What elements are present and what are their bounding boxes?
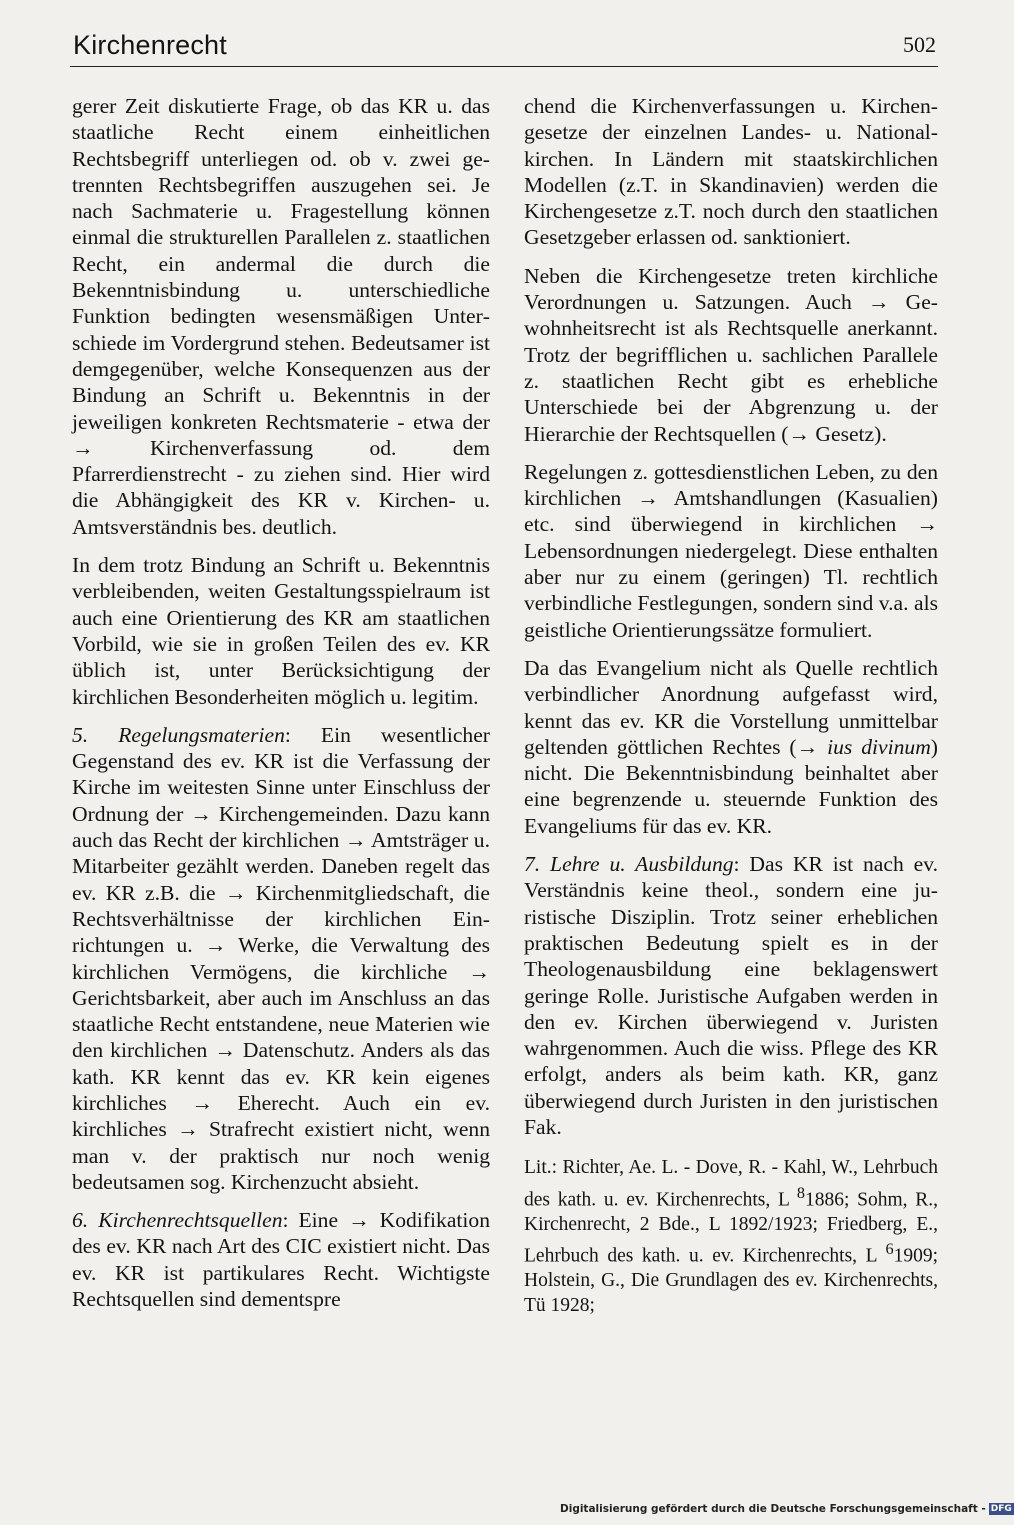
text-run: Da das Evangelium nicht als Quelle rechtlich verbindlicher Anordnung aufgefasst wird, kennt das ev. KR die Vorstellung unmittelbar geltenden göttlichen Rechtes (→: [524, 655, 938, 759]
section-text: : Das KR ist nach ev. Verständnis keine theol., sondern eine juristische Disziplin. Trotz seiner erheblichen praktischen Bedeutung spielt es in der Theologenausbildung eine beklagenswert geringe Rolle. Juristische Aufgaben werden in den ev. Kirchen überwiegend v. Juristen wahrgenommen. Auch die wiss. Pflege des KR erfolgt, anders als beim kath. KR, ganz überwiegend durch Juristen in den juristischen Fak.: [524, 852, 938, 1139]
footer-text: Digitalisierung gefördert durch die Deutsche Forschungsgemeinschaft -: [560, 1503, 986, 1515]
paragraph: chend die Kirchenverfassungen u. Kirchengesetze der einzelnen Landes- u. Nationalkirchen. In Ländern mit staatskirchlichen Modellen (z.T. in Skandinavien) werden die Kirchengesetze z.T. noch durch den staatlichen Gesetzgeber erlassen od. sanktioniert.: [524, 94, 938, 250]
edition-superscript: 6: [885, 1240, 894, 1259]
page-number: 502: [903, 32, 936, 57]
section-text: : Ein wesentlicher Gegenstand des ev. KR ist die Verfassung der Kirche im weitesten Sinne unter Einschluss der Ordnung der → Kirchengemeinden. Dazu kann auch das Recht der kirchlichen → Amtsträger u. Mitarbeiter gezählt werden. Daneben regelt das ev. KR z.B. die → Kirchenmitgliedschaft, die Rechtsverhältnisse der kirchlichen Einrichtungen u. → Werke, die Verwaltung des kirchlichen Vermögens, die kirchliche → Gerichtsbarkeit, aber auch im Anschluss an das staatliche Recht entstandene, neue Materien wie den kirchlichen → Datenschutz. Anders als das kath. KR kennt das ev. KR kein eigenes kirchliches → Eherecht. Auch ein ev. kirchliches → Strafrecht existiert nicht, wenn man v. der praktisch nur noch wenig bedeutsamen sog. Kirchenzucht absieht.: [72, 722, 490, 1194]
paragraph: Regelungen z. gottesdienstlichen Leben, zu den kirchlichen → Amtshandlungen (Kasualien) etc. sind überwiegend in kirchlichen → Lebensordnungen niedergelegt. Diese enthalten aber nur zu einem (geringen) Tl. rechtlich verbindliche Festlegungen, sondern sind v.a. als geistliche Orientierungssätze formuliert.: [524, 459, 938, 642]
paragraph: Neben die Kirchengesetze treten kirchliche Verordnungen u. Satzungen. Auch → Gewohnheitsrecht ist als Rechtsquelle anerkannt. Trotz der begrifflichen u. sachlichen Parallele z. staatlichen Recht gibt es erhebliche Unterschiede bei der Abgrenzung u. der Hierarchie der Rechtsquellen (→ Gesetz).: [524, 263, 938, 446]
text-run: Lit.: Richter, Ae. L. - Dove, R. - Kahl, W., Lehrbuch des kath. u. ev. Kirchenrechts, L: [524, 1157, 938, 1211]
text-run: ) nicht. Die Bekenntnisbindung beinhaltet aber eine begrenzende u. steuernde Funktion des Evangeliums für das ev. KR.: [524, 734, 938, 838]
section-6-paragraph: [72, 1207, 490, 1312]
section-7-paragraph: [524, 851, 938, 1140]
left-column: [72, 93, 490, 1312]
text-run: 1886; Sohm, R., Kirchenrecht, 2 Bde., L 1892/1923; Friedberg, E., Lehrbuch des kath. u. ev. Kirchenrechts, L: [524, 1189, 938, 1267]
dfg-logo: DFG: [990, 1504, 1012, 1514]
section-text: : Eine → Kodifikation des ev. KR nach Art des CIC existiert nicht. Das ev. KR ist partikulares Recht. Wichtigste Rechtsquellen sind dementspre: [72, 1208, 491, 1312]
section-heading: 5. Regelungsmaterien: [72, 722, 285, 747]
paragraph: [524, 655, 938, 839]
paragraph: gerer Zeit diskutierte Frage, ob das KR u. das staatliche Recht einem einheitlichen Rechtsbegriff unterliegen od. ob v. zwei getrennten Rechtsbegriffen auszugehen sei. Je nach Sachmaterie u. Fragestellung können einmal die strukturellen Parallelen z. staatlichen Recht, ein andermal die durch die Bekenntnisbindung u. unterschiedliche Funktion bedingten wesensmäßigen Unterschiede im Vordergrund stehen. Bedeutsamer ist demgegenüber, welche Konsequenzen aus der Bindung an Schrift u. Bekenntnis in der jeweiligen konkreten Rechtsmaterie - etwa der → Kirchenverfassung od. dem Pfarrerdienstrecht - zu ziehen sind. Hier wird die Abhängigkeit des KR v. Kirchen- u. Amtsverständnis bes. deutlich.: [72, 94, 490, 539]
running-header: [70, 20, 938, 67]
right-column: [524, 93, 938, 1318]
edition-superscript: 8: [796, 1183, 805, 1202]
running-title: Kirchenrecht: [73, 30, 227, 60]
section-5-paragraph: [72, 722, 490, 1195]
italic-term: ius divinum: [827, 734, 931, 759]
literature-list: [524, 1156, 938, 1318]
section-heading: 6. Kirchenrechtsquellen: [72, 1208, 283, 1233]
text-run: 1909; Holstein, G., Die Grundlagen des ev. Kirchenrechts, Tü 1928;: [524, 1245, 938, 1316]
digitization-footer: [560, 1503, 1012, 1519]
paragraph: In dem trotz Bindung an Schrift u. Bekenntnis verbleibenden, weiten Gestaltungsspielraum ist auch eine Orientierung des KR am staatlichen Vorbild, wie sie in großen Teilen des ev. KR üblich ist, unter Berücksichtigung der kirchlichen Besonderheiten möglich u. legitim.: [72, 553, 490, 709]
section-heading: 7. Lehre u. Ausbildung: [524, 852, 734, 877]
